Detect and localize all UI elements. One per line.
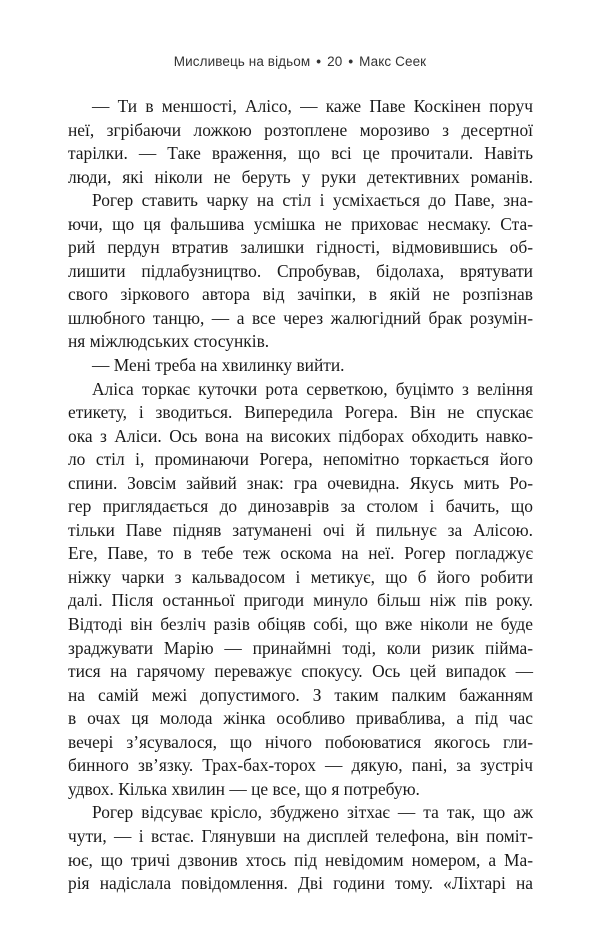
text-line: чути, — і встає. Глянувши на дисплей телефона, він поміт- (68, 825, 533, 846)
text-line: ючи, що ця фальшива усмішка не приховає несмаку. Ста- (68, 213, 533, 234)
header-separator: • (348, 54, 354, 69)
text-line: лишити підлабузництво. Спробував, бідолаха, врятувати (68, 260, 533, 281)
text-line: — Ти в меншості, Алісо, — каже Паве Коскінен поруч (92, 96, 533, 116)
text-line: вечері з’ясувалося, що нічого побоюватися якогось гли- (68, 731, 533, 752)
text-line: на самій межі допустимого. З таким палким бажанням (68, 684, 533, 705)
text-line: удвох. Кілька хвилин — це все, що я потребую. (68, 778, 420, 799)
text-line: ня міжлюдських стосунків. (68, 331, 270, 352)
text-line: гер приглядається до динозаврів за столом і бачить, що (68, 496, 533, 517)
body-text (68, 95, 533, 896)
text-line: шлюбного танцю, — а все через жалюгідний брак розумін- (68, 307, 533, 328)
text-line: Аліса торкає куточки рота серветкою, буцімто з веління (92, 378, 533, 399)
header-separator: • (316, 54, 322, 69)
text-line: ніжку чарки з кальвадосом і метикує, що б його робити (68, 566, 533, 587)
paragraph (68, 378, 533, 802)
paragraph (68, 801, 533, 895)
page-number: 20 (327, 54, 343, 69)
book-title: Мисливець на відьом (173, 54, 311, 69)
text-line: рий пердун втратив залишки гідності, відмовившись об- (68, 237, 533, 258)
text-line: Рогер відсуває крісло, збуджено зітхає — та так, що аж (92, 802, 533, 823)
text-line: тися на гарячому переважує спокусу. Ось цей випадок — (68, 661, 533, 682)
author-name: Макс Сеек (359, 54, 427, 69)
text-line: тільки Паве підняв затуманені очі й пильнує за Алісою. (68, 519, 533, 540)
text-line: ока з Аліси. Ось вона на високих підборах обходить навко- (68, 425, 533, 446)
running-header (0, 54, 600, 69)
text-line: рія надіслала повідомлення. Дві години тому. «Ліхтарі на (68, 873, 533, 894)
text-line: — Мені треба на хвилинку вийти. (92, 355, 345, 376)
paragraph (68, 354, 533, 378)
text-line: Відтоді він безліч разів обіцяв собі, що вже ніколи не буде (68, 614, 533, 635)
paragraph (68, 95, 533, 189)
text-line: свого зіркового автора від зачіпки, в якій не розпізнав (68, 284, 533, 305)
text-line: бинного зв’язку. Трах-бах-торох — дякую, пані, за зустріч (68, 755, 533, 776)
text-line: в очах ця молода жінка особливо приваблива, а під час (68, 708, 533, 729)
paragraph (68, 189, 533, 354)
text-line: Рогер ставить чарку на стіл і усміхається до Паве, зна- (92, 190, 533, 211)
text-line: спини. Зовсім зайвий знак: гра очевидна. Якусь мить Ро- (68, 472, 533, 493)
text-line: далі. Після останньої пригоди минуло більш ніж пів року. (68, 590, 533, 611)
text-line: люди, які ніколи не беруть у руки детективних романів. (68, 166, 533, 187)
text-line: Еге, Паве, то в тебе теж оскома на неї. Рогер погладжує (68, 543, 533, 564)
text-line: зраджувати Марію — принаймні тоді, коли ризик пійма- (68, 637, 533, 658)
text-line: ює, що тричі дзвонив хтось під невідомим номером, а Ма- (68, 849, 533, 870)
text-line: тарілки. — Таке враження, що всі це прочитали. Навіть (68, 143, 533, 164)
text-line: етикету, і зводиться. Випередила Рогера. Він не спускає (68, 402, 533, 423)
text-line: неї, згрібаючи ложкою розтоплене морозиво з десертної (68, 119, 533, 140)
text-line: ло стіл і, проминаючи Рогера, непомітно торкається його (68, 449, 533, 470)
